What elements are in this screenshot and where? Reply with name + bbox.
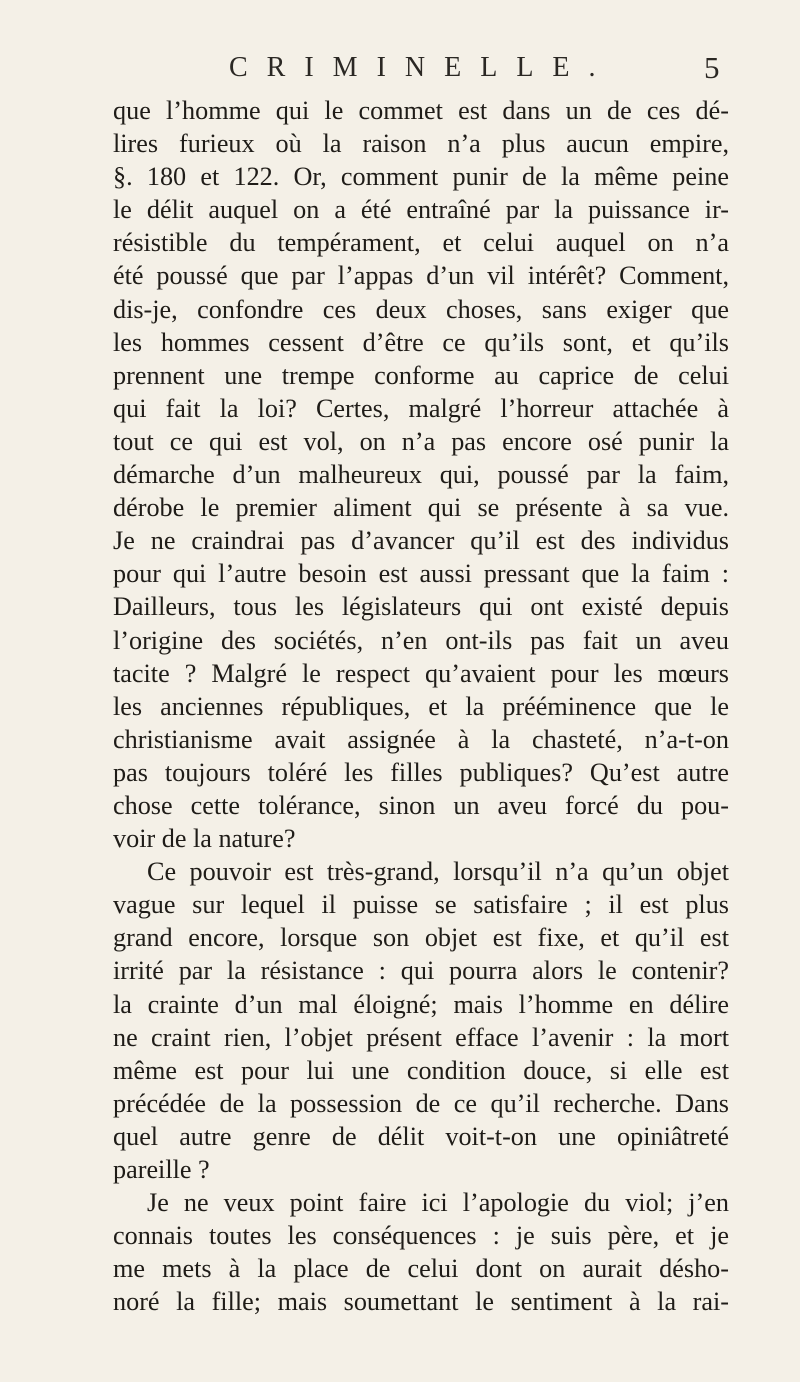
text-line: prennent une trempe conforme au caprice de celui <box>113 360 729 390</box>
text-line: l’origine des sociétés, n’en ont-ils pas fait un aveu <box>113 625 729 655</box>
text-line: Je ne veux point faire ici l’apologie du viol; j’en <box>147 1188 729 1218</box>
text-line: été poussé que par l’appas d’un vil intérêt? Comment, <box>113 261 729 291</box>
text-line: démarche d’un malheureux qui, poussé par la faim, <box>113 460 729 490</box>
text-line: grand encore, lorsque son objet est fixe, et qu’il est <box>113 923 729 953</box>
page-header <box>0 50 800 94</box>
running-head: CRIMINELLE. <box>229 52 615 83</box>
text-line: précédée de la possession de ce qu’il recherche. Dans <box>113 1088 729 1118</box>
text-line: Ce pouvoir est très-grand, lorsqu’il n’a qu’un objet <box>147 857 729 887</box>
text-line: me mets à la place de celui dont on aurait désho- <box>113 1254 729 1284</box>
text-line: dis-je, confondre ces deux choses, sans exiger que <box>113 294 729 324</box>
text-line: pas toujours toléré les filles publiques? Qu’est autre <box>113 757 729 787</box>
text-line: chose cette tolérance, sinon un aveu forcé du pou- <box>113 790 729 820</box>
text-line: les anciennes républiques, et la prééminence que le <box>113 691 729 721</box>
text-line: vague sur lequel il puisse se satisfaire ; il est plus <box>113 890 729 920</box>
text-line: Je ne craindrai pas d’avancer qu’il est des individus <box>113 526 729 556</box>
page-number: 5 <box>704 50 720 85</box>
text-line: qui fait la loi? Certes, malgré l’horreur attachée à <box>113 393 729 423</box>
text-line: la crainte d’un mal éloigné; mais l’homme en délire <box>113 989 729 1019</box>
text-line: dérobe le premier aliment qui se présente à sa vue. <box>113 493 729 523</box>
text-line: les hommes cessent d’être ce qu’ils sont, et qu’ils <box>113 327 729 357</box>
text-line: même est pour lui une condition douce, si elle est <box>113 1055 729 1085</box>
text-line: lires furieux où la raison n’a plus aucun empire, <box>113 129 729 159</box>
text-line: tout ce qui est vol, on n’a pas encore osé punir la <box>113 426 729 456</box>
text-line: ne craint rien, l’objet présent efface l’avenir : la mort <box>113 1022 729 1052</box>
paragraph <box>113 94 729 855</box>
text-line: quel autre genre de délit voit-t-on une opiniâtreté <box>113 1121 729 1151</box>
text-line: Dailleurs, tous les législateurs qui ont existé depuis <box>113 592 729 622</box>
text-line: voir de la nature? <box>113 824 296 854</box>
text-line: connais toutes les conséquences : je suis père, et je <box>113 1221 729 1251</box>
text-line: tacite ? Malgré le respect qu’avaient pour les mœurs <box>113 658 729 688</box>
text-line: christianisme avait assignée à la chasteté, n’a-t-on <box>113 724 729 754</box>
text-line: noré la fille; mais soumettant le sentiment à la rai- <box>113 1287 729 1317</box>
paragraph <box>113 1186 729 1318</box>
text-line: irrité par la résistance : qui pourra alors le contenir? <box>113 956 729 986</box>
text-line: pareille ? <box>113 1155 210 1184</box>
paragraph <box>113 855 729 1186</box>
text-line: que l’homme qui le commet est dans un de ces dé- <box>113 96 729 125</box>
text-line: §. 180 et 122. Or, comment punir de la même peine <box>113 162 729 192</box>
text-line: résistible du tempérament, et celui auquel on n’a <box>113 228 729 258</box>
text-line: le délit auquel on a été entraîné par la puissance ir- <box>113 195 729 225</box>
body-text <box>113 94 729 1318</box>
text-line: pour qui l’autre besoin est aussi pressant que la faim : <box>113 559 729 589</box>
